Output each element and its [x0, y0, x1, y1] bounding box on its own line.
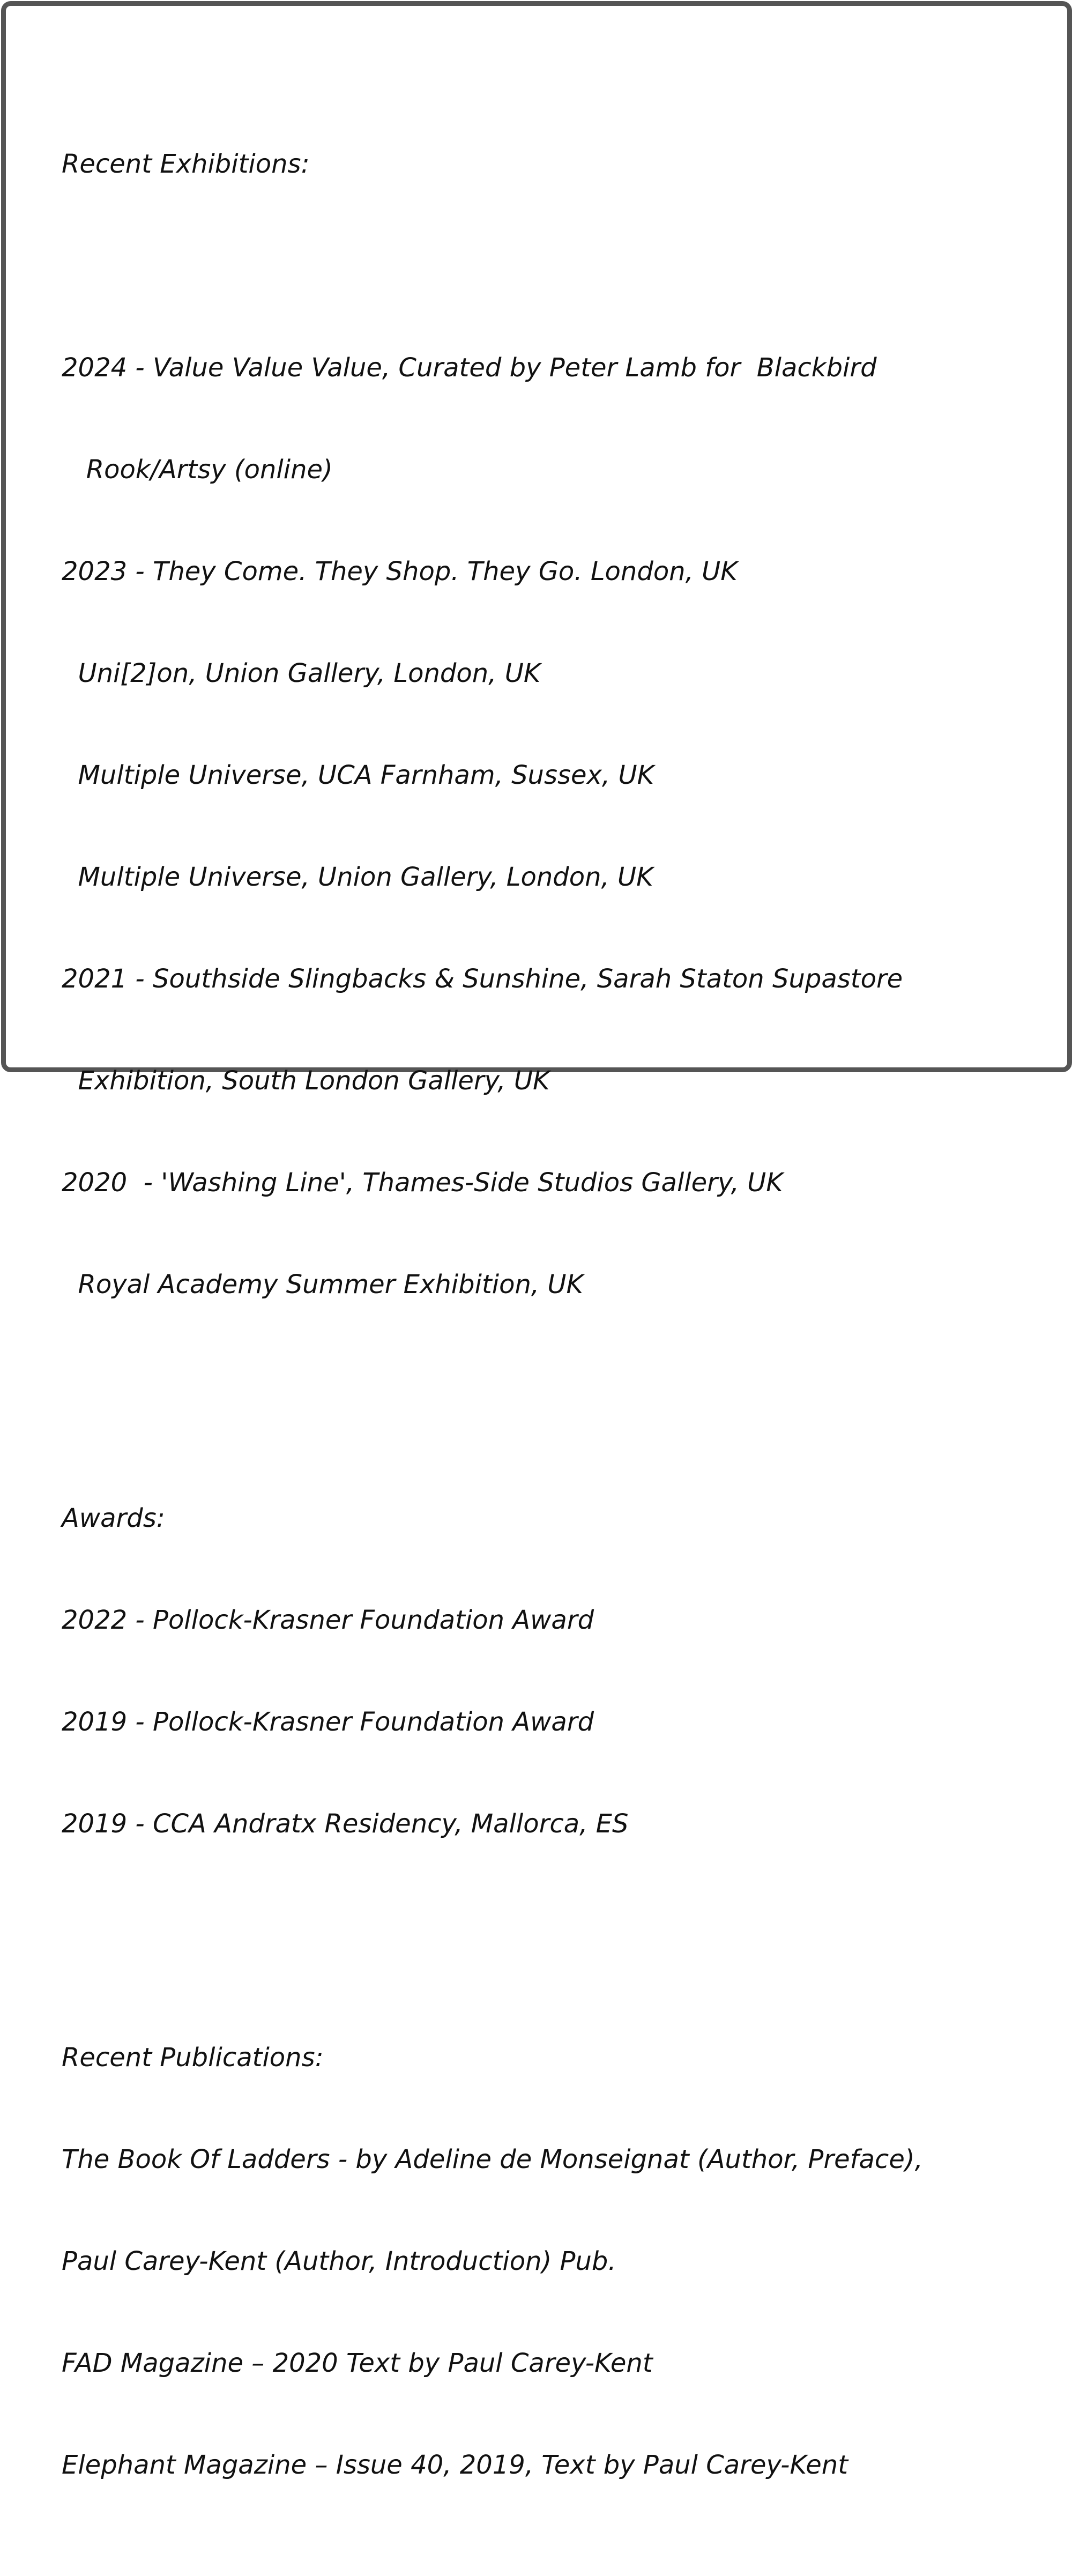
publication-line: FAD Magazine – 2020 Text by Paul Carey-Kent	[62, 2348, 653, 2378]
exhibition-line: 2020 - 'Washing Line', Thames-Side Studios Gallery, UK	[62, 1168, 783, 1198]
award-line: 2019 - CCA Andratx Residency, Mallorca, ES	[62, 1809, 629, 1839]
exhibition-line: Rook/Artsy (online)	[62, 455, 333, 485]
publication-line: Paul Carey-Kent (Author, Introduction) Pub.	[62, 2246, 616, 2276]
exhibition-line: Uni[2]on, Union Gallery, London, UK	[62, 658, 541, 688]
exhibition-line: 2024 - Value Value Value, Curated by Peter Lamb for Blackbird	[62, 353, 877, 383]
exhibition-line: Exhibition, South London Gallery, UK	[62, 1066, 550, 1096]
spacer	[62, 1905, 1059, 1947]
award-line: 2022 - Pollock-Krasner Foundation Award	[62, 1605, 594, 1635]
exhibition-line: 2021 - Southside Slingbacks & Sunshine, Sarah Staton Supastore	[62, 964, 903, 994]
exhibition-line: 2023 - They Come. They Shop. They Go. London, UK	[62, 556, 738, 587]
publication-line: Elephant Magazine – Issue 40, 2019, Text by Paul Carey-Kent	[62, 2450, 848, 2480]
exhibition-line: Multiple Universe, Union Gallery, London, UK	[62, 862, 653, 892]
award-line: 2019 - Pollock-Krasner Foundation Award	[62, 1707, 594, 1737]
exhibition-line: Multiple Universe, UCA Farnham, Sussex, UK	[62, 760, 654, 790]
cv-text	[62, 53, 1059, 2576]
exhibition-line: Royal Academy Summer Exhibition, UK	[62, 1270, 584, 1300]
spacer	[62, 245, 1059, 287]
publication-line: The Book Of Ladders - by Adeline de Monseignat (Author, Preface),	[62, 2144, 923, 2174]
spacer	[62, 1365, 1059, 1407]
awards-heading: Awards:	[62, 1503, 165, 1533]
document-frame	[1, 1, 1072, 2480]
exhibitions-heading: Recent Exhibitions:	[62, 149, 310, 179]
publications-heading: Recent Publications:	[62, 2043, 324, 2073]
